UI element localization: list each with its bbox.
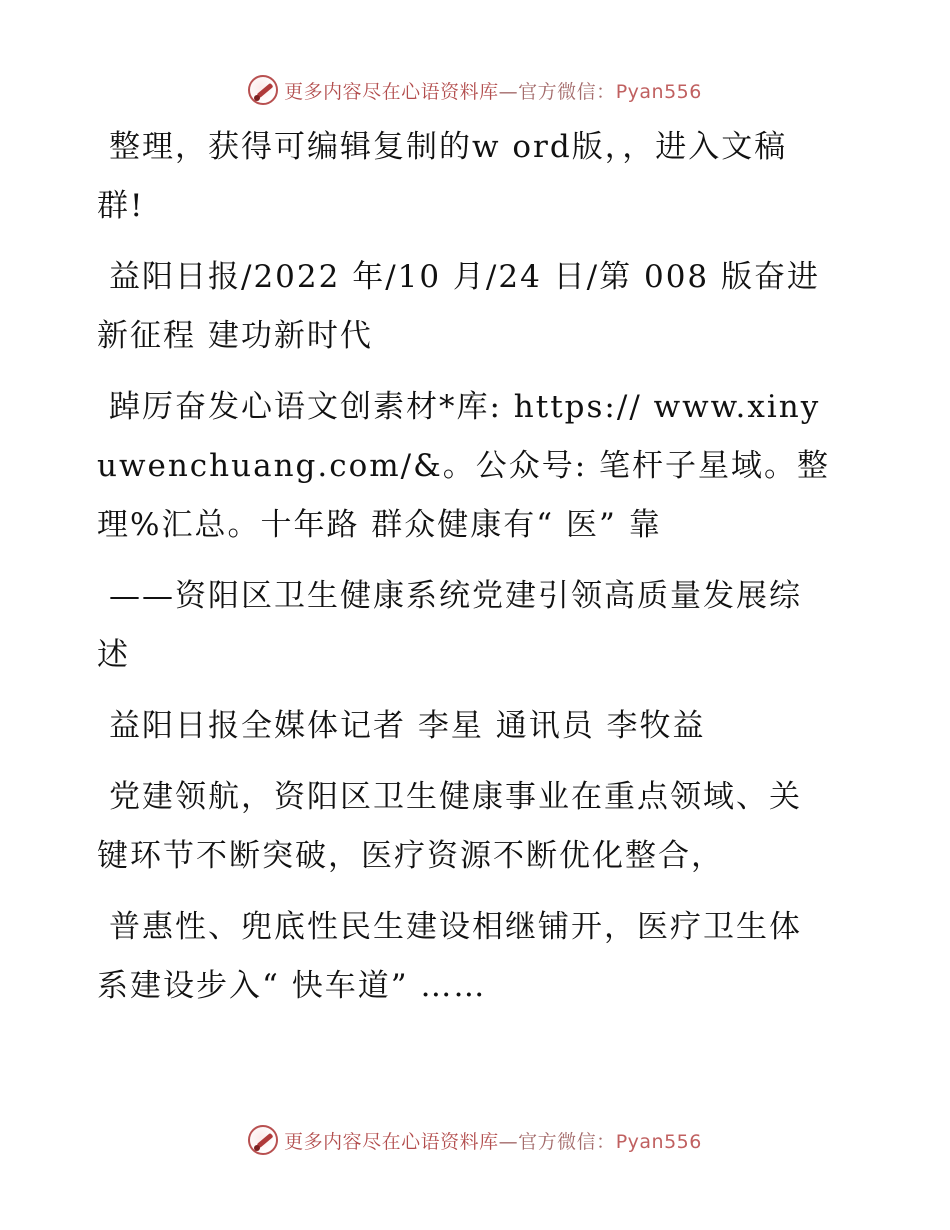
header-banner-main-text: 更多内容尽在心语资料库 bbox=[284, 80, 499, 103]
footer-banner bbox=[0, 1120, 950, 1160]
pen-nib-logo-icon bbox=[248, 75, 278, 105]
paragraph-body-1: 党建领航，资阳区卫生健康事业在重点领域、关键环节不断突破，医疗资源不断优化整合， bbox=[97, 779, 802, 874]
paragraph-source: 益阳日报/2022 年/10 月/24 日/第 008 版奋进新征程 建功新时代 bbox=[97, 259, 821, 354]
paragraph-intro: 整理，获得可编辑复制的w ord版，，进入文稿群! bbox=[97, 129, 788, 224]
header-banner-separator: —官方微信： bbox=[498, 80, 616, 103]
paragraph-subtitle: ——资阳区卫生健康系统党建引领高质量发展综述 bbox=[97, 578, 802, 673]
header-banner-text bbox=[284, 77, 702, 104]
footer-banner-main-text: 更多内容尽在心语资料库 bbox=[284, 1130, 499, 1153]
paragraph-byline: 益阳日报全媒体记者 李星 通讯员 李牧益 bbox=[109, 708, 706, 744]
footer-banner-wechat-id: Pyan556 bbox=[615, 1130, 702, 1153]
document-body bbox=[97, 118, 832, 1028]
pen-nib-logo-icon bbox=[248, 1125, 278, 1155]
header-banner-wechat-id: Pyan556 bbox=[615, 80, 702, 103]
footer-banner-text bbox=[284, 1127, 702, 1154]
paragraph-headline: 踔厉奋发心语文创素材*库: https:// www.xinyuwenchuang.com/&。公众号: 笔杆子星域。整理%汇总。十年路 群众健康有“ 医” 靠 bbox=[97, 389, 831, 543]
footer-banner-separator: —官方微信： bbox=[498, 1130, 616, 1153]
paragraph-body-2: 普惠性、兜底性民生建设相继铺开，医疗卫生体系建设步入“ 快车道” …… bbox=[97, 909, 802, 1004]
header-banner bbox=[0, 70, 950, 110]
